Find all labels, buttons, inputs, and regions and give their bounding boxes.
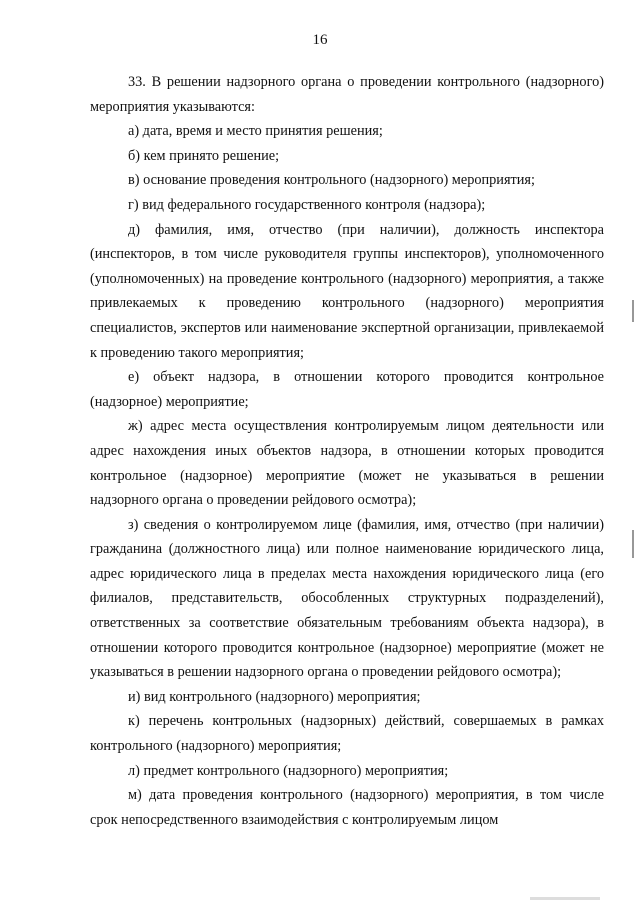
list-item-l: л) предмет контрольного (надзорного) мероприятия; bbox=[128, 762, 449, 779]
list-item-a: а) дата, время и место принятия решения; bbox=[128, 123, 383, 140]
paragraph-33-intro: 33. В решении надзорного органа о проведении контрольного (надзорного) мероприятия указываются: bbox=[90, 74, 604, 115]
list-item-zh: ж) адрес места осуществления контролируемым лицом деятельности или адрес нахождения иных объектов надзора, в отношении которых проводится контрольное (надзорное) мероприятие (может не указываться в решении надзорного органа о проведении рейдового осмотра); bbox=[90, 418, 604, 509]
page-number: 16 bbox=[312, 32, 328, 48]
list-item-e: е) объект надзора, в отношении которого проводится контрольное (надзорное) мероприятие; bbox=[90, 369, 604, 410]
scan-edge-mark bbox=[632, 300, 634, 322]
list-item-k: к) перечень контрольных (надзорных) действий, совершаемых в рамках контрольного (надзорного) мероприятия; bbox=[90, 713, 604, 755]
list-item-z: з) сведения о контролируемом лице (фамилия, имя, отчество (при наличии) гражданина (должностного лица) или полное наименование юридического лица, адрес юридического лица в пределах места нахождения юридического лица (его филиалов, представительств, обособленных структурных подразделений), ответственных за соответствие обязательным требованиям объекта надзора), в отношении которого проводится контрольное (надзорное) мероприятие (может не указываться в решении надзорного органа о проведении рейдового осмотра); bbox=[90, 516, 604, 681]
list-item-b: б) кем принято решение; bbox=[128, 147, 280, 164]
list-item-g: г) вид федерального государственного контроля (надзора); bbox=[128, 196, 486, 213]
scan-edge-mark bbox=[632, 530, 634, 558]
document-body bbox=[90, 70, 604, 832]
list-item-i: и) вид контрольного (надзорного) мероприятия; bbox=[128, 688, 421, 705]
list-item-d: д) фамилия, имя, отчество (при наличии), должность инспектора (инспекторов, в том числе руководителя группы инспекторов), уполномоченного (уполномоченных) на проведение контрольного (надзорного) мероприятия, а также привлекаемых к проведению контрольного (надзорного) мероприятия специалистов, экспертов или наименование экспертной организации, привлекаемой к проведению такого мероприятия; bbox=[90, 221, 604, 361]
list-item-m: м) дата проведения контрольного (надзорного) мероприятия, в том числе срок непосредственного взаимодействия с контролируемым лицом bbox=[90, 787, 604, 828]
list-item-v: в) основание проведения контрольного (надзорного) мероприятия; bbox=[128, 172, 535, 189]
scan-artifact bbox=[530, 897, 600, 900]
